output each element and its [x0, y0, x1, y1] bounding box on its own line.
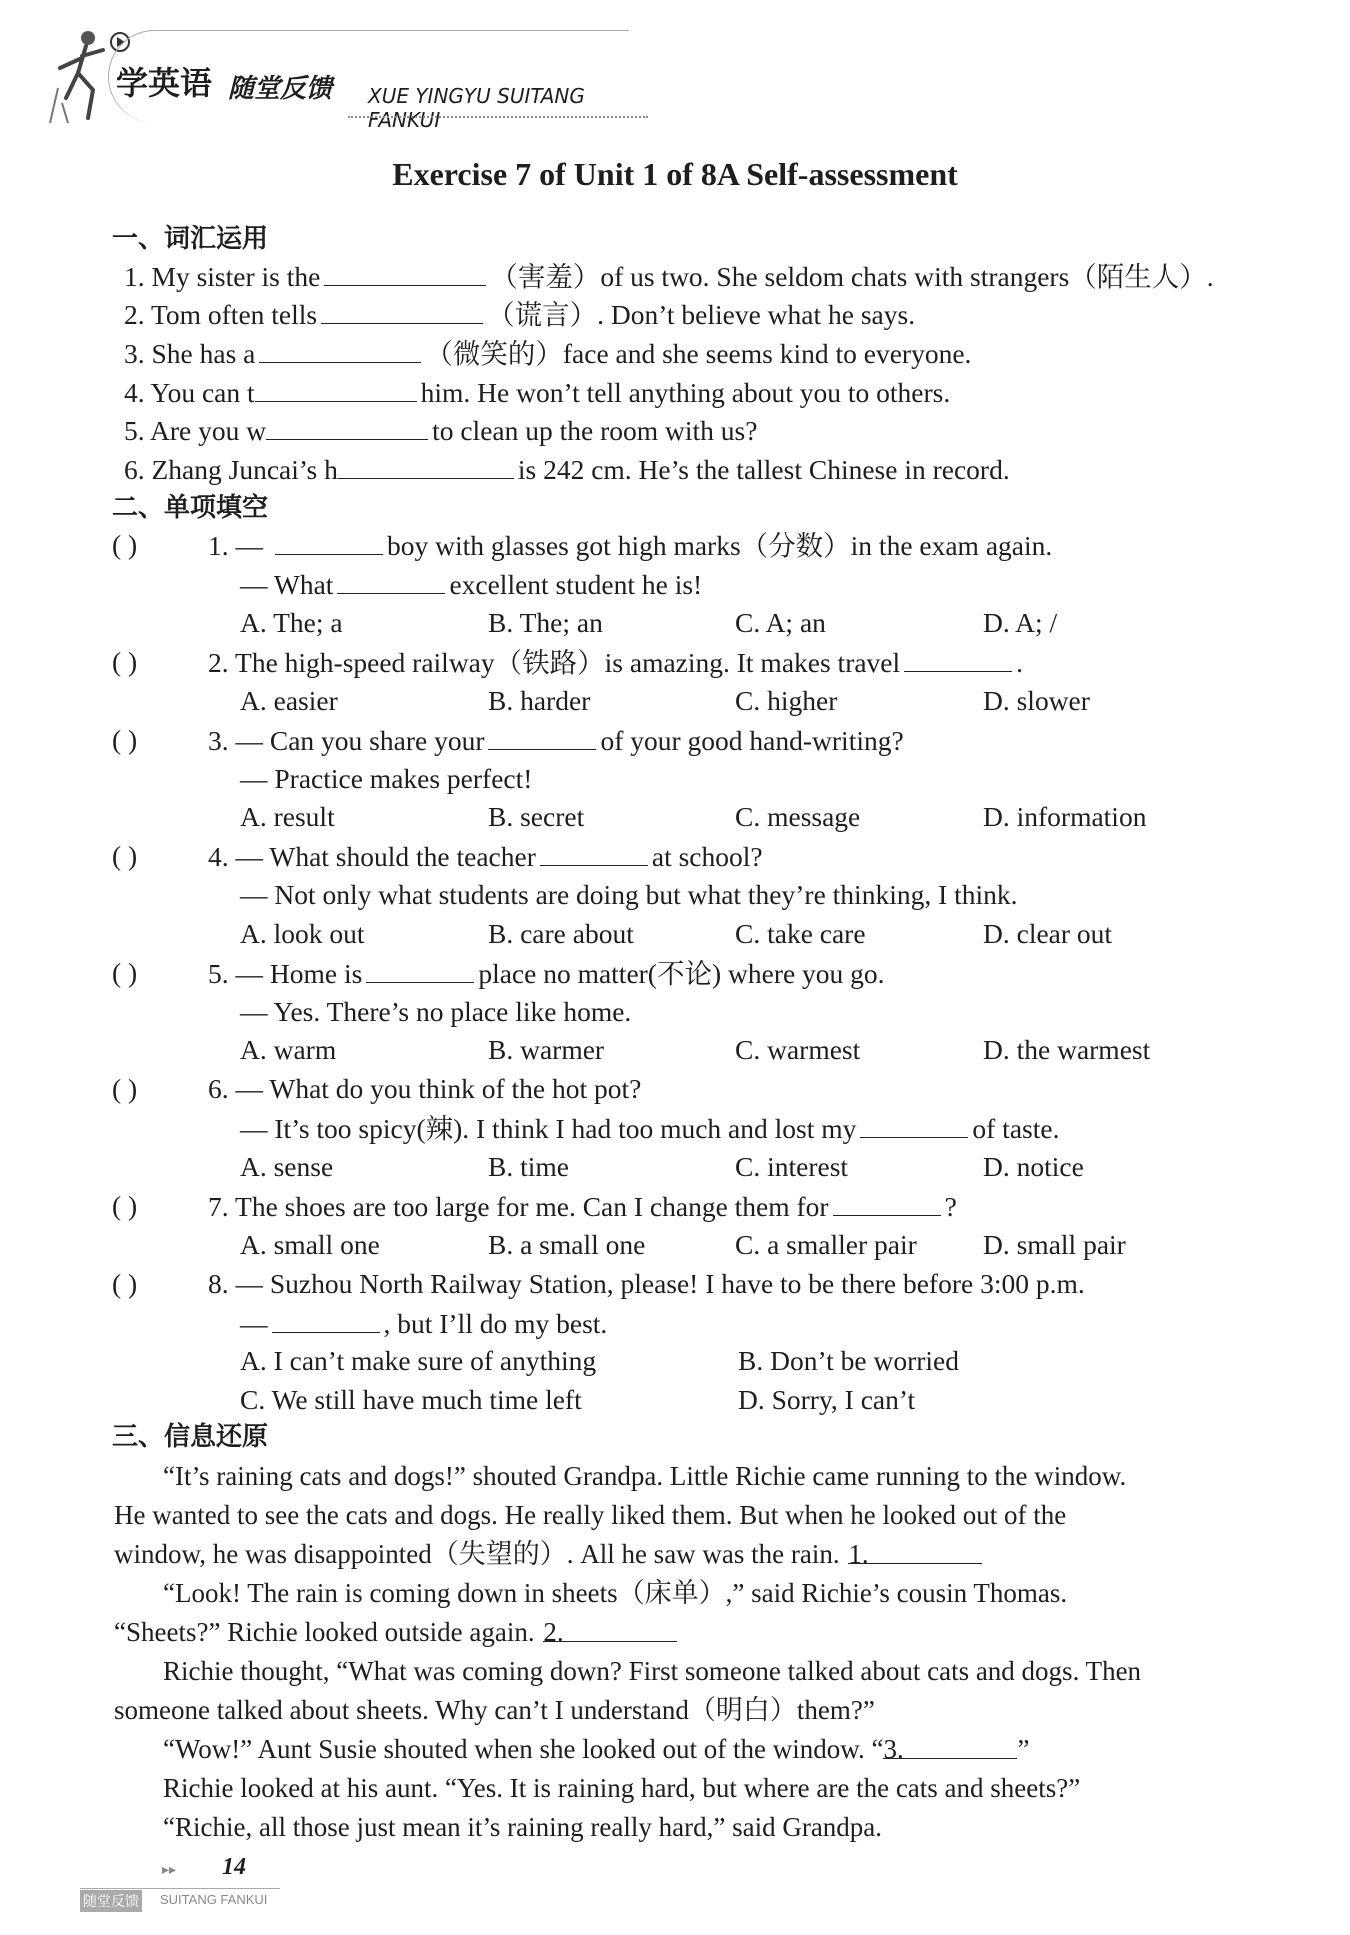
vocab-item-3: 3. She has a （微笑的）face and she seems kind to everyone.	[124, 338, 972, 369]
q6-option-c: C. interest	[735, 1151, 849, 1182]
passage-line-2: He wanted to see the cats and dogs. He really liked them. But when he looked out of the	[114, 1500, 1067, 1530]
page-title: Exercise 7 of Unit 1 of 8A Self-assessment	[392, 156, 958, 192]
page-number: 14	[222, 1854, 246, 1880]
passage-line-3: window, he was disappointed（失望的）. All he saw was the rain. 1.	[114, 1537, 986, 1571]
section3-heading: 三、信息还原	[112, 1422, 269, 1452]
header	[48, 28, 648, 132]
answer-paren-3[interactable]: ( )	[112, 724, 138, 755]
footer-label-en: SUITANG FANKUI	[160, 1892, 268, 1907]
passage-line-6: Richie thought, “What was coming down? First someone talked about cats and dogs. Then	[163, 1656, 1142, 1686]
passage-line-8: “Wow!” Aunt Susie shouted when she looked out of the window. “3. ”	[163, 1734, 1030, 1764]
q6-option-a: A. sense	[240, 1151, 334, 1182]
q4-option-d: D. clear out	[983, 918, 1113, 949]
brand-cn-2: 随堂反馈	[228, 74, 333, 104]
section2-heading: 二、单项填空	[112, 493, 269, 523]
question-8: 8. — Suzhou North Railway Station, please! I have to be there before 3:00 p.m.	[208, 1268, 1085, 1299]
q4-option-b: B. care about	[488, 918, 634, 949]
footer-label-cn: 随堂反馈	[80, 1890, 142, 1912]
q8-option-b: B. Don’t be worried	[738, 1345, 959, 1376]
q5-option-b: B. warmer	[488, 1034, 605, 1065]
q1-option-c: C. A; an	[735, 607, 826, 638]
footer	[80, 1852, 380, 1912]
question-6-reply: — It’s too spicy(辣). I think I had too much and lost my of taste.	[240, 1113, 1060, 1144]
q3-option-a: A. result	[240, 801, 335, 832]
passage-line-10: “Richie, all those just mean it’s raining really hard,” said Grandpa.	[163, 1812, 883, 1842]
vocab-item-1: 1. My sister is the （害羞）of us two. She seldom chats with strangers（陌生人）.	[124, 261, 1214, 292]
passage-line-5: “Sheets?” Richie looked outside again. 2.	[114, 1615, 681, 1649]
double-arrow-icon: ▸▸	[162, 1862, 177, 1878]
q3-option-b: B. secret	[488, 801, 585, 832]
q1-option-b: B. The; an	[488, 607, 603, 638]
q7-option-a: A. small one	[240, 1229, 380, 1260]
vocab-item-2: 2. Tom often tells （谎言）. Don’t believe what he says.	[124, 299, 916, 330]
q5-option-c: C. warmest	[735, 1034, 861, 1065]
blank-1-label: 1.	[848, 1539, 869, 1569]
passage-line-4: “Look! The rain is coming down in sheets（床单）,” said Richie’s cousin Thomas.	[163, 1578, 1068, 1608]
brand-cn: 学英语	[116, 64, 213, 102]
q4-option-a: A. look out	[240, 918, 365, 949]
answer-paren-5[interactable]: ( )	[112, 957, 138, 988]
q1-option-d: D. A; /	[983, 607, 1058, 638]
q2-option-c: C. higher	[735, 685, 838, 716]
section1-heading: 一、词汇运用	[112, 224, 269, 254]
question-5-reply: — Yes. There’s no place like home.	[240, 996, 632, 1027]
q4-option-c: C. take care	[735, 918, 866, 949]
q1-option-a: A. The; a	[240, 607, 343, 638]
vocab-item-4: 4. You can t him. He won’t tell anything about you to others.	[124, 377, 951, 408]
question-8-reply: — , but I’ll do my best.	[240, 1308, 608, 1339]
passage-line-7: someone talked about sheets. Why can’t I understand（明白）them?”	[114, 1695, 875, 1725]
q7-option-d: D. small pair	[983, 1229, 1126, 1260]
vocab-item-5: 5. Are you w to clean up the room with us?	[124, 415, 758, 446]
q5-option-a: A. warm	[240, 1034, 337, 1065]
q3-option-c: C. message	[735, 801, 861, 832]
question-7: 7. The shoes are too large for me. Can I change them for ?	[208, 1191, 957, 1222]
question-4: 4. — What should the teacher at school?	[208, 841, 763, 872]
blank-3-label: 3.	[883, 1734, 904, 1764]
answer-paren-6[interactable]: ( )	[112, 1073, 138, 1104]
question-1-reply: — What excellent student he is!	[240, 569, 703, 600]
passage-line-1: “It’s raining cats and dogs!” shouted Grandpa. Little Richie came running to the window.	[163, 1461, 1127, 1491]
q6-option-d: D. notice	[983, 1151, 1084, 1182]
vocab-item-6: 6. Zhang Juncai’s h is 242 cm. He’s the tallest Chinese in record.	[124, 454, 1010, 485]
answer-paren-4[interactable]: ( )	[112, 840, 138, 871]
question-3-reply: — Practice makes perfect!	[240, 763, 533, 794]
q8-option-d: D. Sorry, I can’t	[738, 1384, 916, 1415]
q2-option-b: B. harder	[488, 685, 591, 716]
question-2: 2. The high-speed railway（铁路）is amazing. It makes travel .	[208, 647, 1024, 678]
q6-option-b: B. time	[488, 1151, 569, 1182]
passage-line-9: Richie looked at his aunt. “Yes. It is raining hard, but where are the cats and sheets?”	[163, 1773, 1081, 1803]
question-4-reply: — Not only what students are doing but what they’re thinking, I think.	[240, 879, 1018, 910]
question-3: 3. — Can you share your of your good hand-writing?	[208, 725, 904, 756]
q5-option-d: D. the warmest	[983, 1034, 1151, 1065]
q8-option-a: A. I can’t make sure of anything	[240, 1345, 597, 1376]
q2-option-d: D. slower	[983, 685, 1090, 716]
answer-paren-1[interactable]: ( )	[112, 529, 138, 560]
answer-paren-8[interactable]: ( )	[112, 1268, 138, 1299]
q7-option-c: C. a smaller pair	[735, 1229, 917, 1260]
brand-pinyin: XUE YINGYU SUITANG FANKUI	[368, 84, 585, 132]
q7-option-b: B. a small one	[488, 1229, 646, 1260]
question-6: 6. — What do you think of the hot pot?	[208, 1073, 642, 1104]
q3-option-d: D. information	[983, 801, 1147, 832]
q2-option-a: A. easier	[240, 685, 338, 716]
question-1: 1. — boy with glasses got high marks（分数）in the exam again.	[208, 530, 1053, 561]
blank-2-label: 2.	[543, 1617, 564, 1647]
answer-paren-2[interactable]: ( )	[112, 646, 138, 677]
question-5: 5. — Home is place no matter(不论) where you go.	[208, 958, 885, 989]
q8-option-c: C. We still have much time left	[240, 1384, 582, 1415]
answer-paren-7[interactable]: ( )	[112, 1190, 138, 1221]
